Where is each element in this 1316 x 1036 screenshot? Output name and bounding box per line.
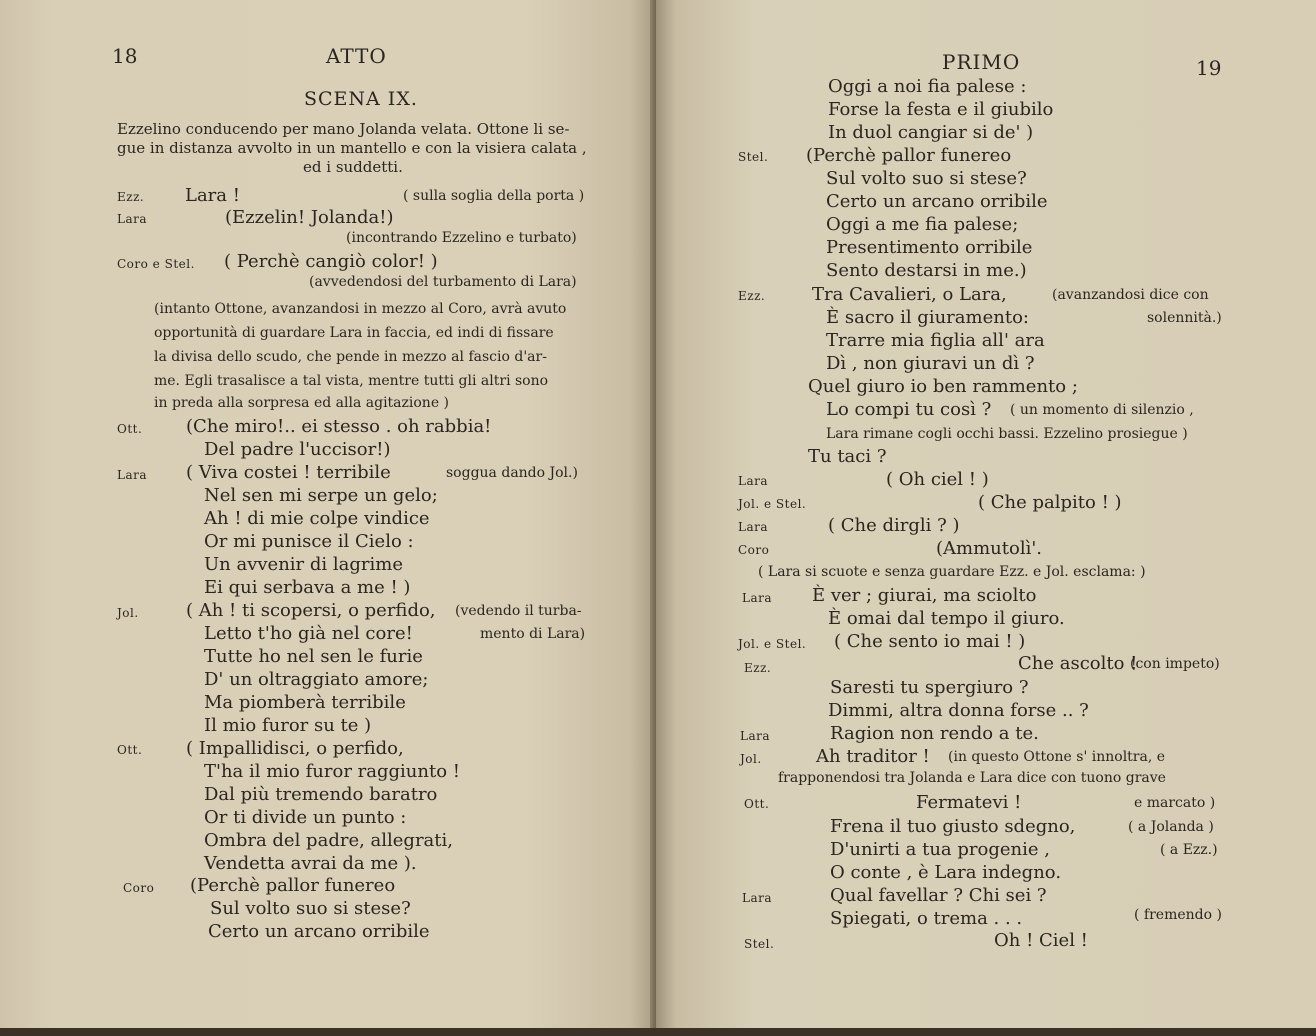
stage-direction: ( a Jolanda )	[1128, 819, 1214, 835]
stage-direction: e marcato )	[1134, 795, 1216, 811]
stage-direction: ( sulla soglia della porta )	[403, 188, 585, 204]
verse-line: Vendetta avrai da me ).	[204, 853, 417, 874]
speaker-label: Jol.	[117, 606, 139, 620]
verse-line: Ah traditor !	[816, 746, 930, 767]
verse-line: ( Che dirgli ? )	[828, 515, 960, 536]
verse-line: Ah ! di mie colpe vindice	[204, 508, 430, 529]
verse-line: ( Viva costei ! terribile	[186, 462, 391, 483]
verse-line: (Ezzelin! Jolanda!)	[225, 207, 394, 228]
verse-line: (Ammutolì'.	[936, 538, 1043, 559]
verse-line: Dal più tremendo baratro	[204, 784, 438, 805]
verse-line: Un avvenir di lagrime	[204, 554, 403, 575]
verse-line: D'unirti a tua progenie ,	[830, 839, 1050, 860]
speaker-label: Ott.	[117, 743, 143, 757]
verse-line: (Che miro!.. ei stesso . oh rabbia!	[186, 416, 492, 437]
stage-intro-line: gue in distanza avvolto in un mantello e con la visiera calata ,	[117, 139, 587, 157]
speaker-label: Lara	[738, 520, 769, 534]
verse-line: O conte , è Lara indegno.	[830, 862, 1062, 883]
verse-line: Certo un arcano orribile	[208, 921, 430, 942]
verse-line: ( Impallidisci, o perfido,	[186, 738, 404, 759]
stage-direction: opportunità di guardare Lara in faccia, ed indi di fissare	[154, 325, 554, 341]
stage-direction: ( Lara si scuote e senza guardare Ezz. e Jol. esclama: )	[758, 564, 1146, 580]
verse-line: È ver ; giurai, ma sciolto	[812, 585, 1037, 606]
page-number-left: 18	[112, 44, 138, 68]
verse-line: Quel giuro io ben rammento ;	[808, 376, 1078, 397]
verse-line: Oh ! Ciel !	[994, 930, 1088, 951]
stage-direction: (con impeto)	[1130, 656, 1220, 672]
stage-direction: (intanto Ottone, avanzandosi in mezzo al Coro, avrà avuto	[154, 301, 567, 317]
speaker-label: Coro e Stel.	[117, 257, 195, 271]
verse-line: È sacro il giuramento:	[826, 307, 1029, 328]
page-number-right: 19	[1196, 56, 1222, 80]
speaker-label: Coro	[123, 881, 155, 895]
verse-line: Sul volto suo si stese?	[826, 168, 1027, 189]
speaker-label: Lara	[738, 474, 769, 488]
verse-line: Sul volto suo si stese?	[210, 898, 411, 919]
verse-line: Tra Cavalieri, o Lara,	[812, 284, 1007, 305]
running-head-right: PRIMO	[942, 50, 1021, 74]
verse-line: Ragion non rendo a te.	[830, 723, 1039, 744]
stage-direction: mento di Lara)	[480, 626, 586, 642]
stage-direction: soggua dando Jol.)	[446, 465, 578, 481]
verse-line: Frena il tuo giusto sdegno,	[830, 816, 1076, 837]
stage-direction: (in questo Ottone s' innoltra, e	[948, 749, 1166, 765]
verse-line: Presentimento orribile	[826, 237, 1033, 258]
stage-direction: (vedendo il turba-	[455, 603, 582, 619]
verse-line: Tu taci ?	[808, 446, 887, 467]
verse-line: Fermatevi !	[916, 792, 1022, 813]
verse-line: ( Perchè cangiò color! )	[224, 251, 438, 272]
scene-title: SCENA IX.	[304, 88, 418, 110]
stage-direction: (avvedendosi del turbamento di Lara)	[309, 274, 577, 290]
stage-intro-line: Ezzelino conducendo per mano Jolanda velata. Ottone li se-	[117, 120, 570, 138]
book-bottom-edge	[0, 1028, 1316, 1036]
speaker-label: Lara	[742, 891, 773, 905]
verse-line: Ombra del padre, allegrati,	[204, 830, 454, 851]
stage-direction: (incontrando Ezzelino e turbato)	[346, 230, 577, 246]
verse-line: D' un oltraggiato amore;	[204, 669, 429, 690]
verse-line: ( Ah ! ti scopersi, o perfido,	[186, 600, 436, 621]
stage-direction: ( un momento di silenzio ,	[1010, 402, 1194, 418]
verse-line: ( Che sento io mai ! )	[834, 631, 1026, 652]
stage-direction: (avanzandosi dice con	[1052, 287, 1209, 303]
verse-line: ( Che palpito ! )	[978, 492, 1122, 513]
left-page	[0, 0, 656, 1036]
verse-line: Sento destarsi in me.)	[826, 260, 1027, 281]
verse-line: Lara !	[185, 185, 240, 206]
verse-line: È omai dal tempo il giuro.	[828, 608, 1065, 629]
speaker-label: Jol. e Stel.	[738, 497, 807, 511]
right-page	[656, 0, 1316, 1036]
stage-direction: frapponendosi tra Jolanda e Lara dice con tuono grave	[778, 770, 1166, 786]
verse-line: In duol cangiar si de' )	[828, 122, 1034, 143]
verse-line: Dì , non giuravi un dì ?	[826, 353, 1035, 374]
speaker-label: Lara	[740, 729, 771, 743]
stage-intro-line: ed i suddetti.	[303, 158, 403, 176]
verse-line: (Perchè pallor funereo	[190, 875, 396, 896]
speaker-label: Lara	[117, 468, 148, 482]
verse-line: Il mio furor su te )	[204, 715, 372, 736]
verse-line: ( Oh ciel ! )	[886, 469, 989, 490]
verse-line: Tutte ho nel sen le furie	[204, 646, 423, 667]
stage-direction: ( a Ezz.)	[1160, 842, 1218, 858]
verse-line: Oggi a noi fia palese :	[828, 76, 1027, 97]
verse-line: T'ha il mio furor raggiunto !	[204, 761, 460, 782]
verse-line: Spiegati, o trema . . .	[830, 908, 1023, 929]
verse-line: Del padre l'uccisor!)	[204, 439, 391, 460]
speaker-label: Stel.	[744, 937, 775, 951]
speaker-label: Ezz.	[738, 289, 766, 303]
verse-line: Che ascolto !	[1018, 653, 1138, 674]
speaker-label: Lara	[742, 591, 773, 605]
speaker-label: Jol.	[740, 752, 762, 766]
stage-direction: me. Egli trasalisce a tal vista, mentre tutti gli altri sono	[154, 373, 549, 389]
verse-line: Certo un arcano orribile	[826, 191, 1048, 212]
verse-line: Lo compi tu così ?	[826, 399, 992, 420]
verse-line: Letto t'ho già nel core!	[204, 623, 413, 644]
verse-line: Or ti divide un punto :	[204, 807, 407, 828]
verse-line: Dimmi, altra donna forse .. ?	[828, 700, 1089, 721]
verse-line: Ma piomberà terribile	[204, 692, 406, 713]
verse-line: Ei qui serbava a me ! )	[204, 577, 411, 598]
verse-line: Saresti tu spergiuro ?	[830, 677, 1029, 698]
speaker-label: Ezz.	[744, 661, 772, 675]
verse-line: Qual favellar ? Chi sei ?	[830, 885, 1047, 906]
speaker-label: Jol. e Stel.	[738, 637, 807, 651]
stage-direction: in preda alla sorpresa ed alla agitazione )	[154, 395, 450, 411]
speaker-label: Coro	[738, 543, 770, 557]
stage-direction: solennità.)	[1147, 310, 1222, 326]
speaker-label: Ott.	[117, 422, 143, 436]
speaker-label: Stel.	[738, 150, 769, 164]
verse-line: Oggi a me fia palese;	[826, 214, 1019, 235]
verse-line: Forse la festa e il giubilo	[828, 99, 1054, 120]
speaker-label: Ott.	[744, 797, 770, 811]
verse-line: Nel sen mi serpe un gelo;	[204, 485, 438, 506]
speaker-label: Lara	[117, 212, 148, 226]
verse-line: (Perchè pallor funereo	[806, 145, 1012, 166]
stage-direction: ( fremendo )	[1134, 907, 1222, 923]
verse-line: Or mi punisce il Cielo :	[204, 531, 414, 552]
verse-line: Trarre mia figlia all' ara	[826, 330, 1045, 351]
running-head-left: ATTO	[326, 44, 387, 68]
stage-direction: Lara rimane cogli occhi bassi. Ezzelino prosiegue )	[826, 426, 1188, 442]
stage-direction: la divisa dello scudo, che pende in mezzo al fascio d'ar-	[154, 349, 547, 365]
speaker-label: Ezz.	[117, 190, 145, 204]
